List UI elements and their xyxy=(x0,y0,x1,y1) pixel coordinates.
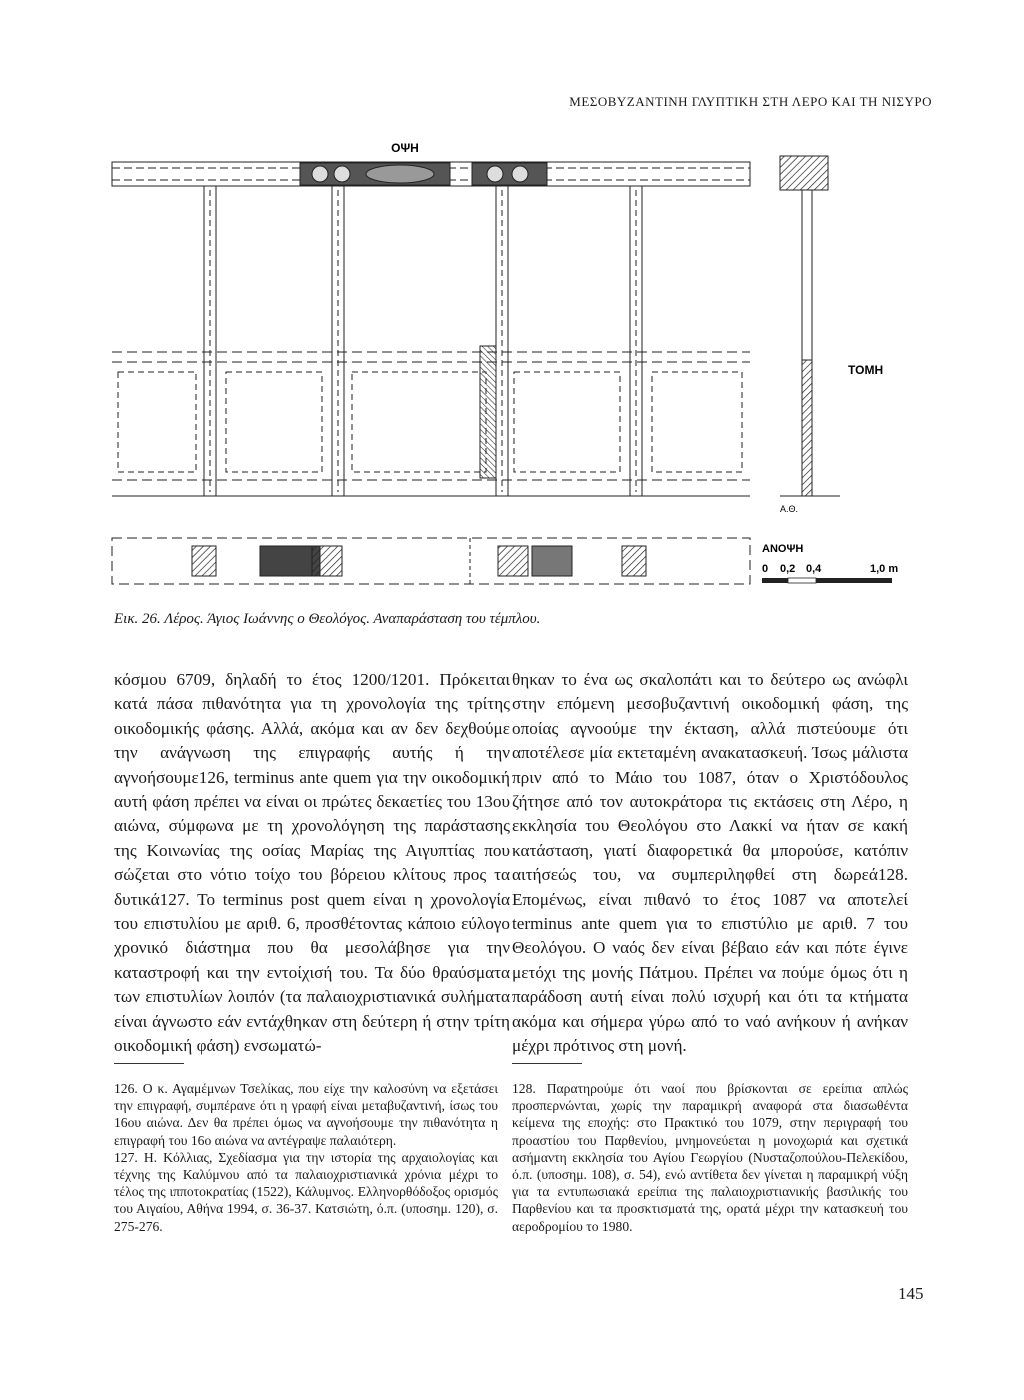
chancel-slabs xyxy=(112,346,750,496)
footnotes-left xyxy=(114,1080,498,1235)
front-view-label: ΟΨΗ xyxy=(391,141,419,155)
svg-text:0,4: 0,4 xyxy=(806,563,822,575)
running-header: ΜΕΣΟΒΥΖΑΝΤΙΝΗ ΓΛΥΠΤΙΚΗ ΣΤΗ ΛΕΡΟ ΚΑΙ ΤΗ ΝΙΣΥΡΟ xyxy=(569,94,932,109)
body-column-right xyxy=(512,668,908,1059)
body-paragraph: κόσμου 6709, δηλαδή το έτος 1200/1201. Πρόκειται κατά πάσα πιθανότητα για τη χρονολογία της τρίτης οικοδομικής φάσης. Αλλά, ακόμα και αν δεν δεχθούμε την ανάγνωση της επιγραφής αυτής ή την αγνοήσουμε126, terminus ante quem για την οικοδομική αυτή φάση πρέπει να είναι οι πρώτες δεκαετίες του 13ου αιώνα, σύμφωνα με τη χρονολόγηση της παράστασης της Κοινωνίας της οσίας Μαρίας της Αιγυπτίας που σώζεται στο νότιο τοίχο του βόρειου κλίτους προς τα δυτικά127. Το terminus post quem είναι η χρονολογία του επιστυλίου με αριθ. 6, προσθέτοντας κάποιο εύλογο χρονικό διάστημα που θα μεσολάβησε για την καταστροφή και την εντοίχισή του. Τα δύο θραύσματα των επιστυλίων λοιπόν (τα παλαιοχριστιανικά συλήματα είναι άγνωστο εάν εντάχθηκαν στη δεύτερη ή στην τρίτη οικοδομική φάση) ενσωματώ- xyxy=(114,670,510,1056)
scale-bar xyxy=(762,563,898,583)
footnotes-right xyxy=(512,1080,908,1235)
epistyle xyxy=(112,162,750,186)
svg-text:1,0 m: 1,0 m xyxy=(870,563,899,575)
footnote-rule-right xyxy=(512,1063,582,1064)
svg-text:0: 0 xyxy=(762,563,769,575)
plan-drawing xyxy=(112,538,750,584)
body-paragraph: θηκαν το ένα ως σκαλοπάτι και το δεύτερο ως ανώφλι στην επόμενη μεσοβυζαντινή οικοδομική φάση, της οποίας αγνοούμε την έκταση, αλλά πιστεύουμε ότι αποτέλεσε μία εκτεταμένη ανακατασκευή. Ίσως μάλιστα πριν από το Μάιο του 1087, όταν ο Χριστόδουλος ζήτησε από τον αυτοκράτορα τις εκτάσεις στη Λέρο, η εκκλησία του Θεολόγου στο Λακκί να ήταν σε κακή κατάσταση, γιατί διαφορετικά θα μπορούσε, κατόπιν αιτήσεώς του, να συμπεριληφθεί στη δωρεά128. Επομένως, είναι πιθανό το έτος 1087 να αποτελεί terminus ante quem για το επιστύλιο με αριθ. 7 του Θεολόγου. Ο ναός δεν είναι βέβαιο εάν και πότε έγινε μετόχι της μονής Πάτμου. Πρέπει να πούμε όμως ότι η παράδοση αυτή είναι πολύ ισχυρή και ότι τα κτήματα ακόμα και σήμερα γύρω από το ναό ανήκουν ή ανήκαν μέχρι πρότινος στη μονή. xyxy=(512,670,908,1056)
footnote-127: 127. Η. Κόλλιας, Σχεδίασμα για την ιστορία της αρχαιολογίας και τέχνης της Καλύμνου από τα παλαιοχριστιανικά χρόνια μέχρι το τέλος της ιπποτοκρατίας (1522), Κάλυμνος. Ελληνορθόδοξος ορισμός του Αιγαίου, Αθήνα 1994, σ. 36-37. Κατσιώτη, ό.π. (υποσημ. 120), σ. 275-276. xyxy=(114,1149,498,1234)
templon-reconstruction-drawing xyxy=(100,140,940,610)
colonnettes xyxy=(204,186,642,496)
plan-label: ΑΝΟΨΗ xyxy=(762,543,804,555)
section-mark: Α.Θ. xyxy=(780,504,799,514)
body-column-left xyxy=(114,668,510,1059)
footnote-126: 126. Ο κ. Αγαμέμνων Τσελίκας, που είχε την καλοσύνη να εξετάσει την επιγραφή, συμπέρανε ότι η γραφή είναι μεταβυζαντινή, ίσως του 16ου αιώνα. Δεν θα πρέπει όμως να αγνοήσουμε την πιθανότητα η επιγραφή του 16ο αιώνα να αντέγραψε παλαιότερη. xyxy=(114,1081,498,1148)
footnote-rule-left xyxy=(114,1063,184,1064)
svg-text:0,2: 0,2 xyxy=(780,563,796,575)
page-number: 145 xyxy=(898,1284,924,1303)
footnote-128: 128. Παρατηρούμε ότι ναοί που βρίσκονται σε ερείπια απλώς προσπερνώνται, χωρίς την παραμικρή αναφορά στα διασωθέντα κείμενα της εποχής: στο Πρακτικό του 1079, στην περιγραφή του προαστίου του Παρθενίου, μνημονεύεται η μονοχωριά και σχετικά ασήμαντη εκκλησία του Αγίου Γεωργίου (Νυσταζοπούλου-Πελεκίδου, ό.π. (υποσημ. 108), σ. 54), ενώ αντίθετα δεν γίνεται η παραμικρή νύξη για τα εντυπωσιακά ερείπια της παλαιοχριστιανικής βασιλικής του Παρθενίου και τα προσκτισματά της, ορατά μέχρι την κατασκευή του αεροδρομίου το 1980. xyxy=(512,1081,908,1234)
section-drawing xyxy=(780,156,840,496)
figure-caption: Εικ. 26. Λέρος. Άγιος Ιωάννης ο Θεολόγος. Αναπαράσταση του τέμπλου. xyxy=(114,611,541,627)
section-label: ΤΟΜΗ xyxy=(848,363,884,377)
